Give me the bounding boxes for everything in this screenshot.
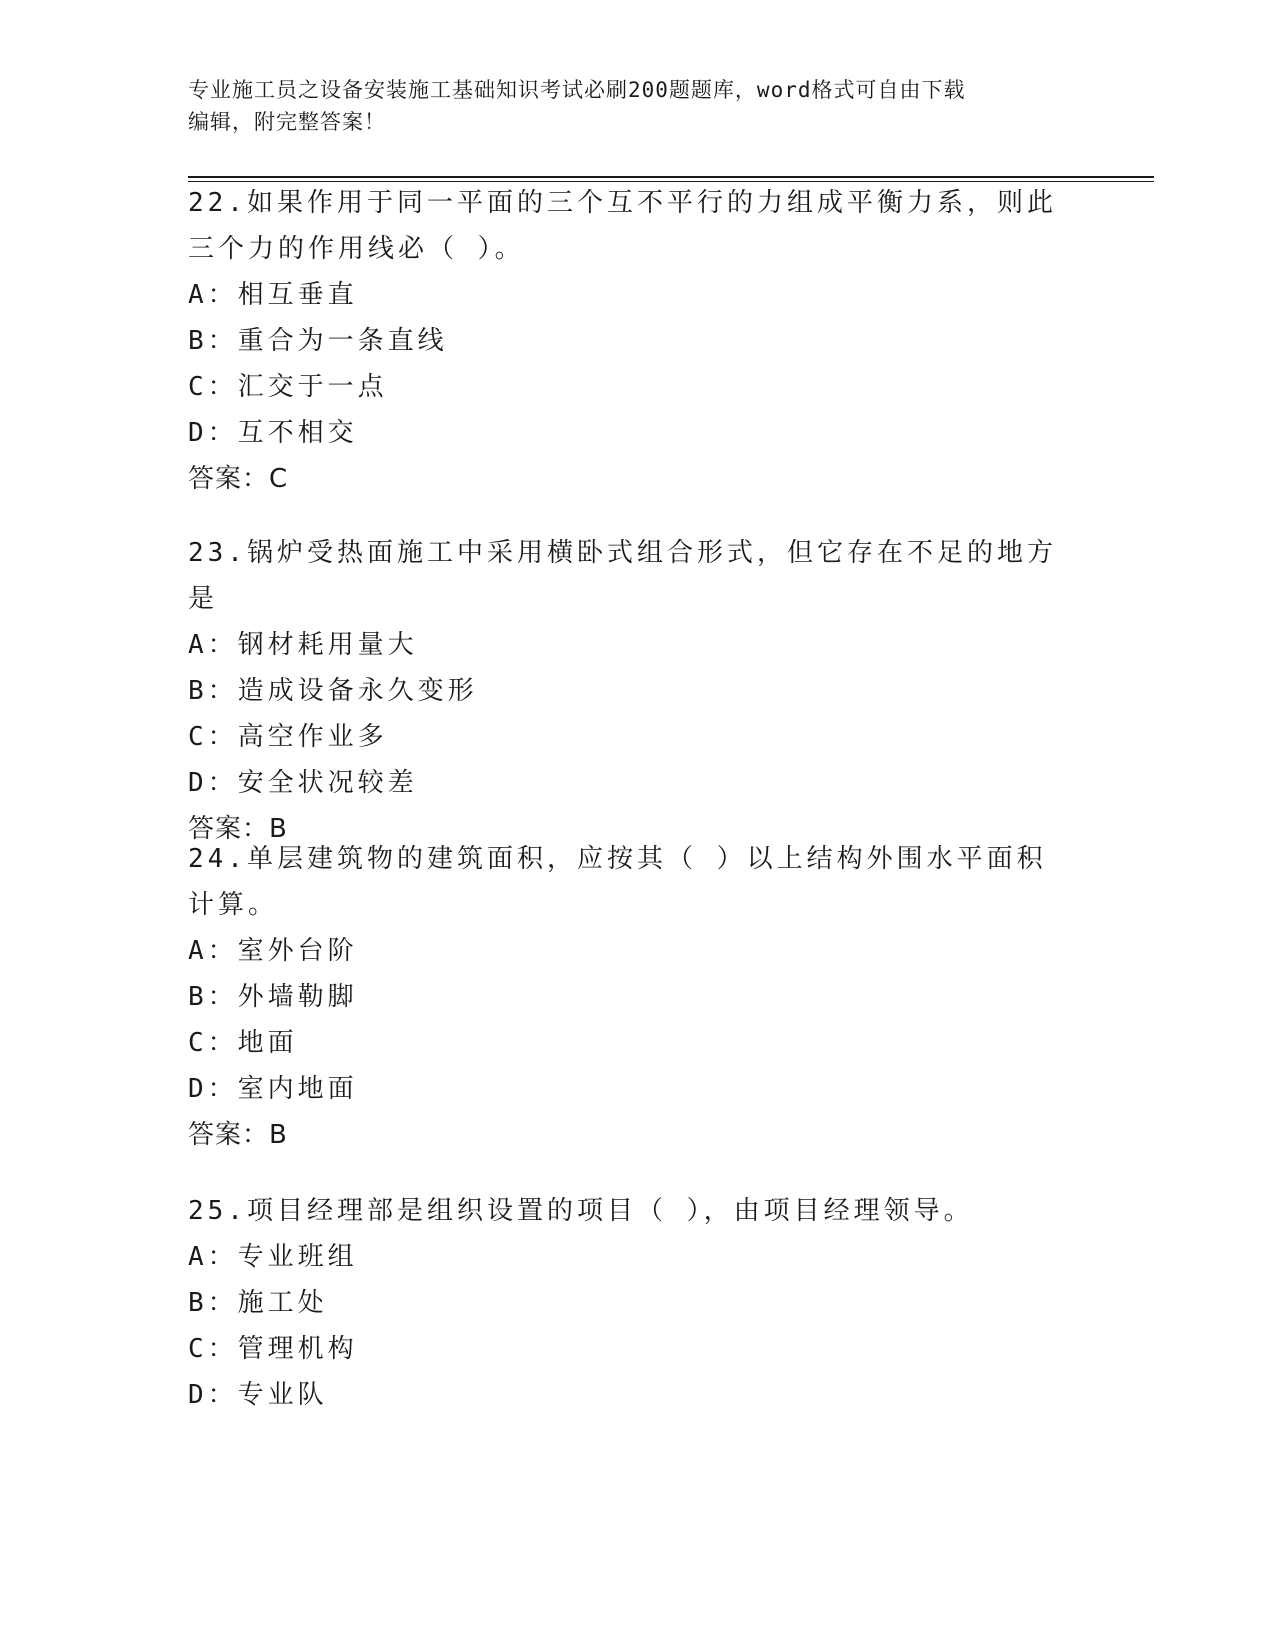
option-d: D：互不相交 (188, 418, 358, 448)
answer: 答案：C (188, 464, 289, 494)
question-stem: 23.锅炉受热面施工中采用横卧式组合形式，但它存在不足的地方是 (188, 538, 1057, 614)
question-25 (188, 1188, 1088, 1418)
option-c: C：高空作业多 (188, 722, 388, 752)
option-d: D：专业队 (188, 1380, 328, 1410)
question-stem: 22.如果作用于同一平面的三个互不平行的力组成平衡力系，则此三个力的作用线必（ ）。 (188, 188, 1057, 264)
question-stem: 24.单层建筑物的建筑面积，应按其（ ）以上结构外围水平面积计算。 (188, 844, 1047, 920)
document-header (188, 74, 1068, 138)
question-23 (188, 530, 1088, 852)
option-b: B：外墙勒脚 (188, 982, 358, 1012)
question-24 (188, 836, 1088, 1158)
option-c: C：汇交于一点 (188, 372, 388, 402)
option-a: A：室外台阶 (188, 936, 358, 966)
option-b: B：施工处 (188, 1288, 328, 1318)
question-22 (188, 180, 1088, 502)
option-b: B：重合为一条直线 (188, 326, 448, 356)
option-c: C：地面 (188, 1028, 298, 1058)
option-c: C：管理机构 (188, 1334, 358, 1364)
option-a: A：相互垂直 (188, 280, 358, 310)
option-d: D：安全状况较差 (188, 768, 418, 798)
answer: 答案：B (188, 814, 288, 844)
option-b: B：造成设备永久变形 (188, 676, 478, 706)
option-d: D：室内地面 (188, 1074, 358, 1104)
answer: 答案：B (188, 1120, 288, 1150)
option-a: A：钢材耗用量大 (188, 630, 418, 660)
header-line-2: 编辑，附完整答案！ (188, 110, 386, 134)
header-divider-thick (188, 176, 1154, 178)
option-a: A：专业班组 (188, 1242, 358, 1272)
question-stem: 25.项目经理部是组织设置的项目（ ），由项目经理领导。 (188, 1196, 974, 1226)
header-line-1: 专业施工员之设备安装施工基础知识考试必刷200题题库，word格式可自由下载 (188, 78, 966, 102)
